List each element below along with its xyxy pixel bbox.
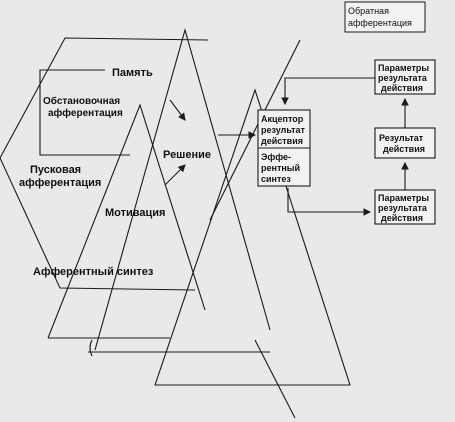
label-motivation: Мотивация (105, 207, 166, 219)
label-afferent-synthesis: Афферентный синтез (33, 266, 154, 278)
label-params-top-3: действия (381, 83, 423, 93)
label-efferent-1: Эффе- (261, 152, 292, 162)
label-params-top-1: Параметры (378, 63, 430, 73)
label-params-top-2: результата (378, 73, 427, 83)
label-decision: Решение (163, 149, 211, 161)
label-acceptor-1: Акцептор (261, 114, 304, 124)
label-params-bottom-2: результата (378, 203, 427, 213)
label-feedback-2: афферентация (348, 18, 412, 28)
label-situational-1: Обстановочная (43, 96, 121, 107)
label-memory: Память (112, 67, 153, 79)
label-efferent-3: синтез (261, 174, 291, 184)
diagonal-line-lower (255, 340, 295, 418)
label-situational-2: афферентация (48, 108, 123, 119)
label-efferent-2: рентный (261, 163, 301, 173)
label-result-1: Результат (379, 133, 424, 143)
arrow-efferent-to-params (288, 188, 370, 212)
label-trigger-1: Пусковая (30, 164, 82, 176)
label-params-bottom-3: действия (381, 213, 423, 223)
arrow-to-decision-top (170, 100, 185, 120)
label-result-2: действия (383, 144, 425, 154)
arrow-params-to-acceptor (285, 78, 375, 104)
label-feedback-1: Обратная (348, 6, 389, 16)
label-acceptor-2: результат (261, 125, 305, 135)
label-acceptor-3: действия (261, 136, 303, 146)
label-trigger-2: афферентация (19, 177, 102, 189)
curl-mark (90, 340, 92, 356)
motivation-triangle (48, 105, 205, 338)
arrow-to-decision-bottom (165, 165, 185, 185)
label-params-bottom-1: Параметры (378, 193, 430, 203)
